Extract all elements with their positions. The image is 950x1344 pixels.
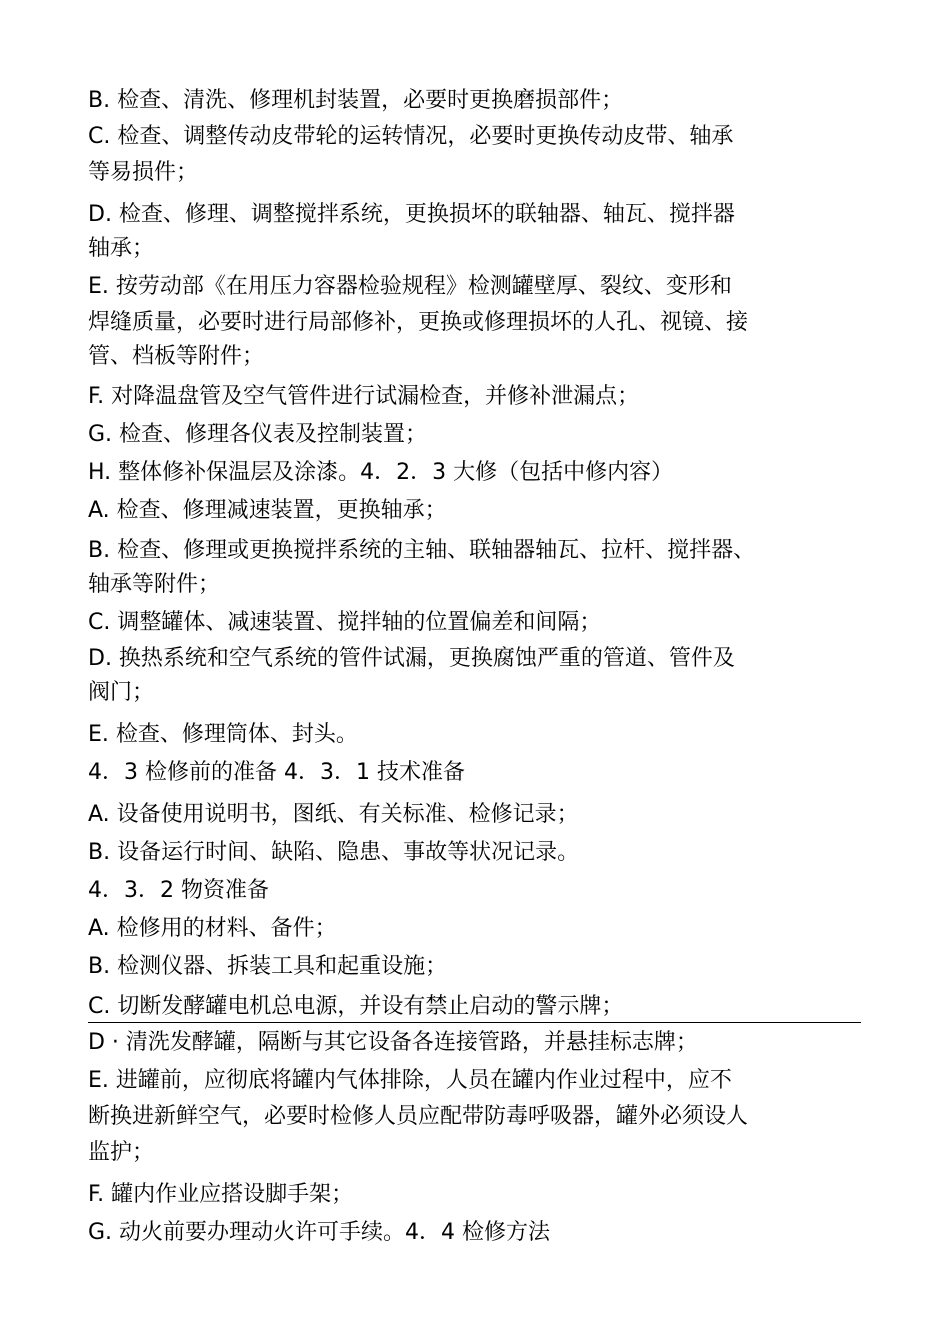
text-line: E. 按劳动部《在用压力容器检验规程》检测罐壁厚、裂纹、变形和 [88, 274, 732, 299]
text-line: A. 检修用的材料、备件； [88, 916, 337, 941]
text-line: 断换进新鲜空气，必要时检修人员应配带防毒呼吸器，罐外必须设人 [88, 1104, 749, 1129]
text-line: C. 切断发酵罐电机总电源，并设有禁止启动的警示牌； [88, 994, 624, 1019]
text-line: D · 清洗发酵罐，隔断与其它设备各连接管路，并悬挂标志牌； [88, 1030, 698, 1055]
text-line: 焊缝质量，必要时进行局部修补，更换或修理损坏的人孔、视镜、接 [88, 310, 749, 335]
text-line: B. 检测仪器、拆装工具和起重设施； [88, 954, 448, 979]
text-line: C. 检查、调整传动皮带轮的运转情况，必要时更换传动皮带、轴承 [88, 124, 734, 149]
section-heading: 4．3 检修前的准备 4．3．1 技术准备 [88, 760, 465, 785]
text-line: F. 罐内作业应搭设脚手架； [88, 1182, 354, 1207]
text-line: F. 对降温盘管及空气管件进行试漏检查，并修补泄漏点； [88, 384, 640, 409]
text-line: D. 检查、修理、调整搅拌系统，更换损坏的联轴器、轴瓦、搅拌器 [88, 202, 735, 227]
text-line: H. 整体修补保温层及涂漆。4．2．3 大修（包括中修内容） [88, 460, 674, 485]
text-line: E. 进罐前，应彻底将罐内气体排除，人员在罐内作业过程中，应不 [88, 1068, 732, 1093]
text-line: 阀门； [88, 680, 155, 705]
section-heading: 4．3．2 物资准备 [88, 878, 269, 903]
text-line: D. 换热系统和空气系统的管件试漏，更换腐蚀严重的管道、管件及 [88, 646, 735, 671]
text-line: B. 检查、修理或更换搅拌系统的主轴、联轴器轴瓦、拉杆、搅拌器、 [88, 538, 756, 563]
text-line: 监护； [88, 1140, 155, 1165]
text-line: 等易损件； [88, 160, 199, 185]
text-line: 轴承等附件； [88, 572, 221, 597]
text-line: 管、档板等附件； [88, 344, 265, 369]
text-line: C. 调整罐体、减速装置、搅拌轴的位置偏差和间隔； [88, 610, 602, 635]
text-line: G. 动火前要办理动火许可手续。4．4 检修方法 [88, 1220, 551, 1245]
text-line: A. 检查、修理减速装置，更换轴承； [88, 498, 447, 523]
text-line: 轴承； [88, 236, 155, 261]
text-line: G. 检查、修理各仪表及控制装置； [88, 422, 428, 447]
text-line: B. 设备运行时间、缺陷、隐患、事故等状况记录。 [88, 840, 580, 865]
text-line: A. 设备使用说明书，图纸、有关标准、检修记录； [88, 802, 579, 827]
text-line: B. 检查、清洗、修理机封装置，必要时更换磨损部件； [88, 88, 624, 113]
text-line: E. 检查、修理筒体、封头。 [88, 722, 358, 747]
horizontal-rule [88, 1022, 861, 1023]
